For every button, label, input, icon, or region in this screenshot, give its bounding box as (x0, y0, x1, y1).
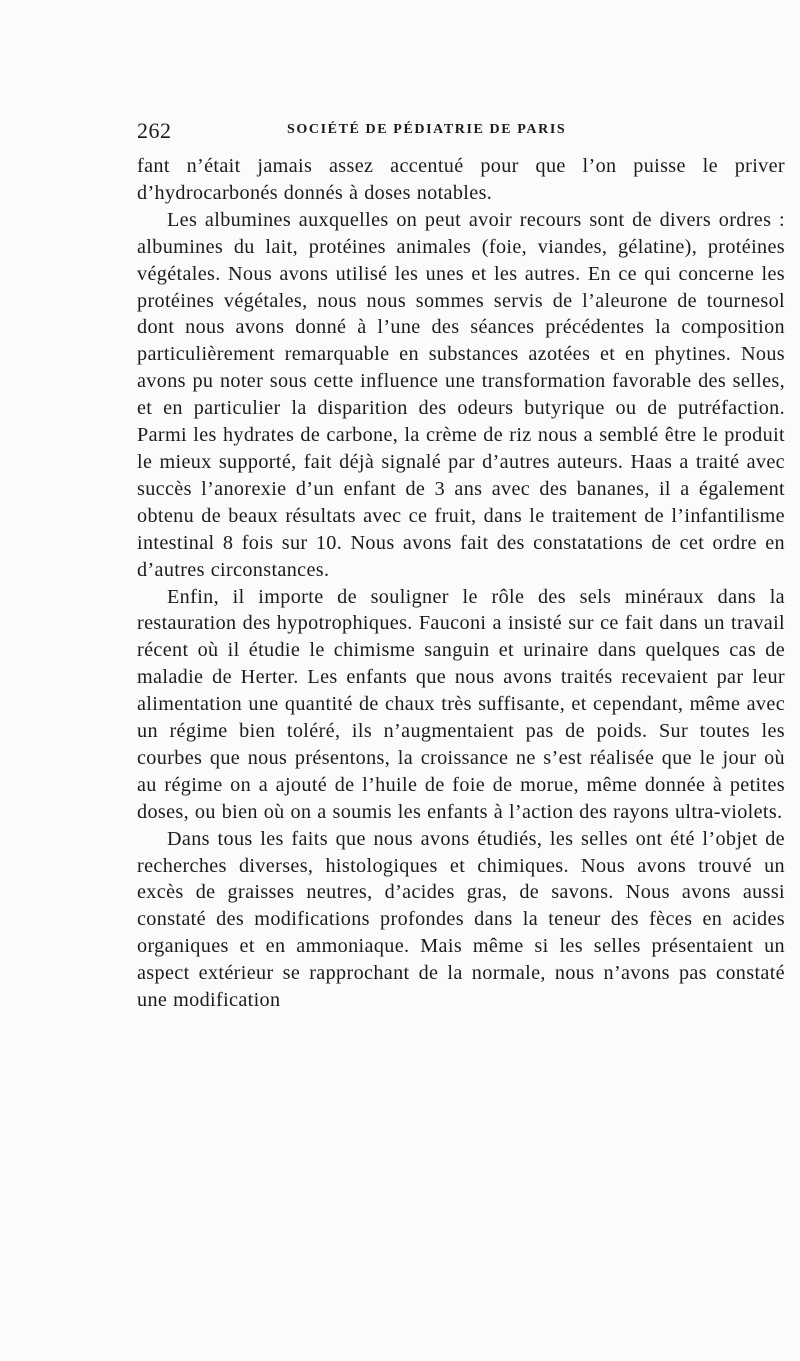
paragraph-continuation: fant n’était jamais assez accentué pour que l’on puisse le priver d’hydrocarbonés donnés à doses notables. (137, 155, 785, 204)
paragraph-albumines: Les albumines auxquelles on peut avoir recours sont de divers ordres : albumines du lait, protéines animales (foie, viandes, gélatine), protéines végétales. Nous avons utilisé les unes et les autres. En ce qui concerne les protéines végétales, nous nous sommes servis de l’aleurone de tournesol dont nous avons donné à l’une des séances précédentes la composition particulièrement remarquable en substances azotées et en phytines. Nous avons pu noter sous cette influence une transformation favorable des selles, et en particulier la disparition des odeurs butyrique ou de putréfaction. Parmi les hydrates de carbone, la crème de riz nous a semblé être le produit le mieux supporté, fait déjà signalé par d’autres auteurs. Haas a traité avec succès l’anorexie d’un enfant de 3 ans avec des bananes, il a également obtenu de beaux résultats avec ce fruit, dans le traitement de l’infantilisme intestinal 8 fois sur 10. Nous avons fait des constatations de cet ordre en d’autres circonstances. (137, 208, 785, 581)
body-text (137, 153, 785, 1014)
page-header (137, 118, 787, 146)
page-number: 262 (137, 118, 172, 143)
paragraph-sels-mineraux: Enfin, il importe de souligner le rôle des sels minéraux dans la restauration des hypotrophiques. Fauconi a insisté sur ce fait dans un travail récent où il étudie le chimisme sanguin et urinaire dans quelques cas de maladie de Herter. Les enfants que nous avons traités recevaient par leur alimentation une quantité de chaux très suffisante, et cependant, même avec un régime bien toléré, ils n’augmentaient pas de poids. Sur toutes les courbes que nous présentons, la croissance ne s’est réalisée que le jour où au régime on a ajouté de l’huile de foie de morue, même donnée à petites doses, ou bien où on a soumis les enfants à l’action des rayons ultra-violets. (137, 585, 785, 823)
paragraph-selles: Dans tous les faits que nous avons étudiés, les selles ont été l’objet de recherches diverses, histologiques et chimiques. Nous avons trouvé un excès de graisses neutres, d’acides gras, de savons. Nous avons aussi constaté des modifications profondes dans la teneur des fèces en acides organiques et en ammoniaque. Mais même si les selles présentaient un aspect extérieur se rapprochant de la normale, nous n’avons pas constaté une modification (137, 827, 785, 1012)
running-title: SOCIÉTÉ DE PÉDIATRIE DE PARIS (287, 122, 567, 137)
